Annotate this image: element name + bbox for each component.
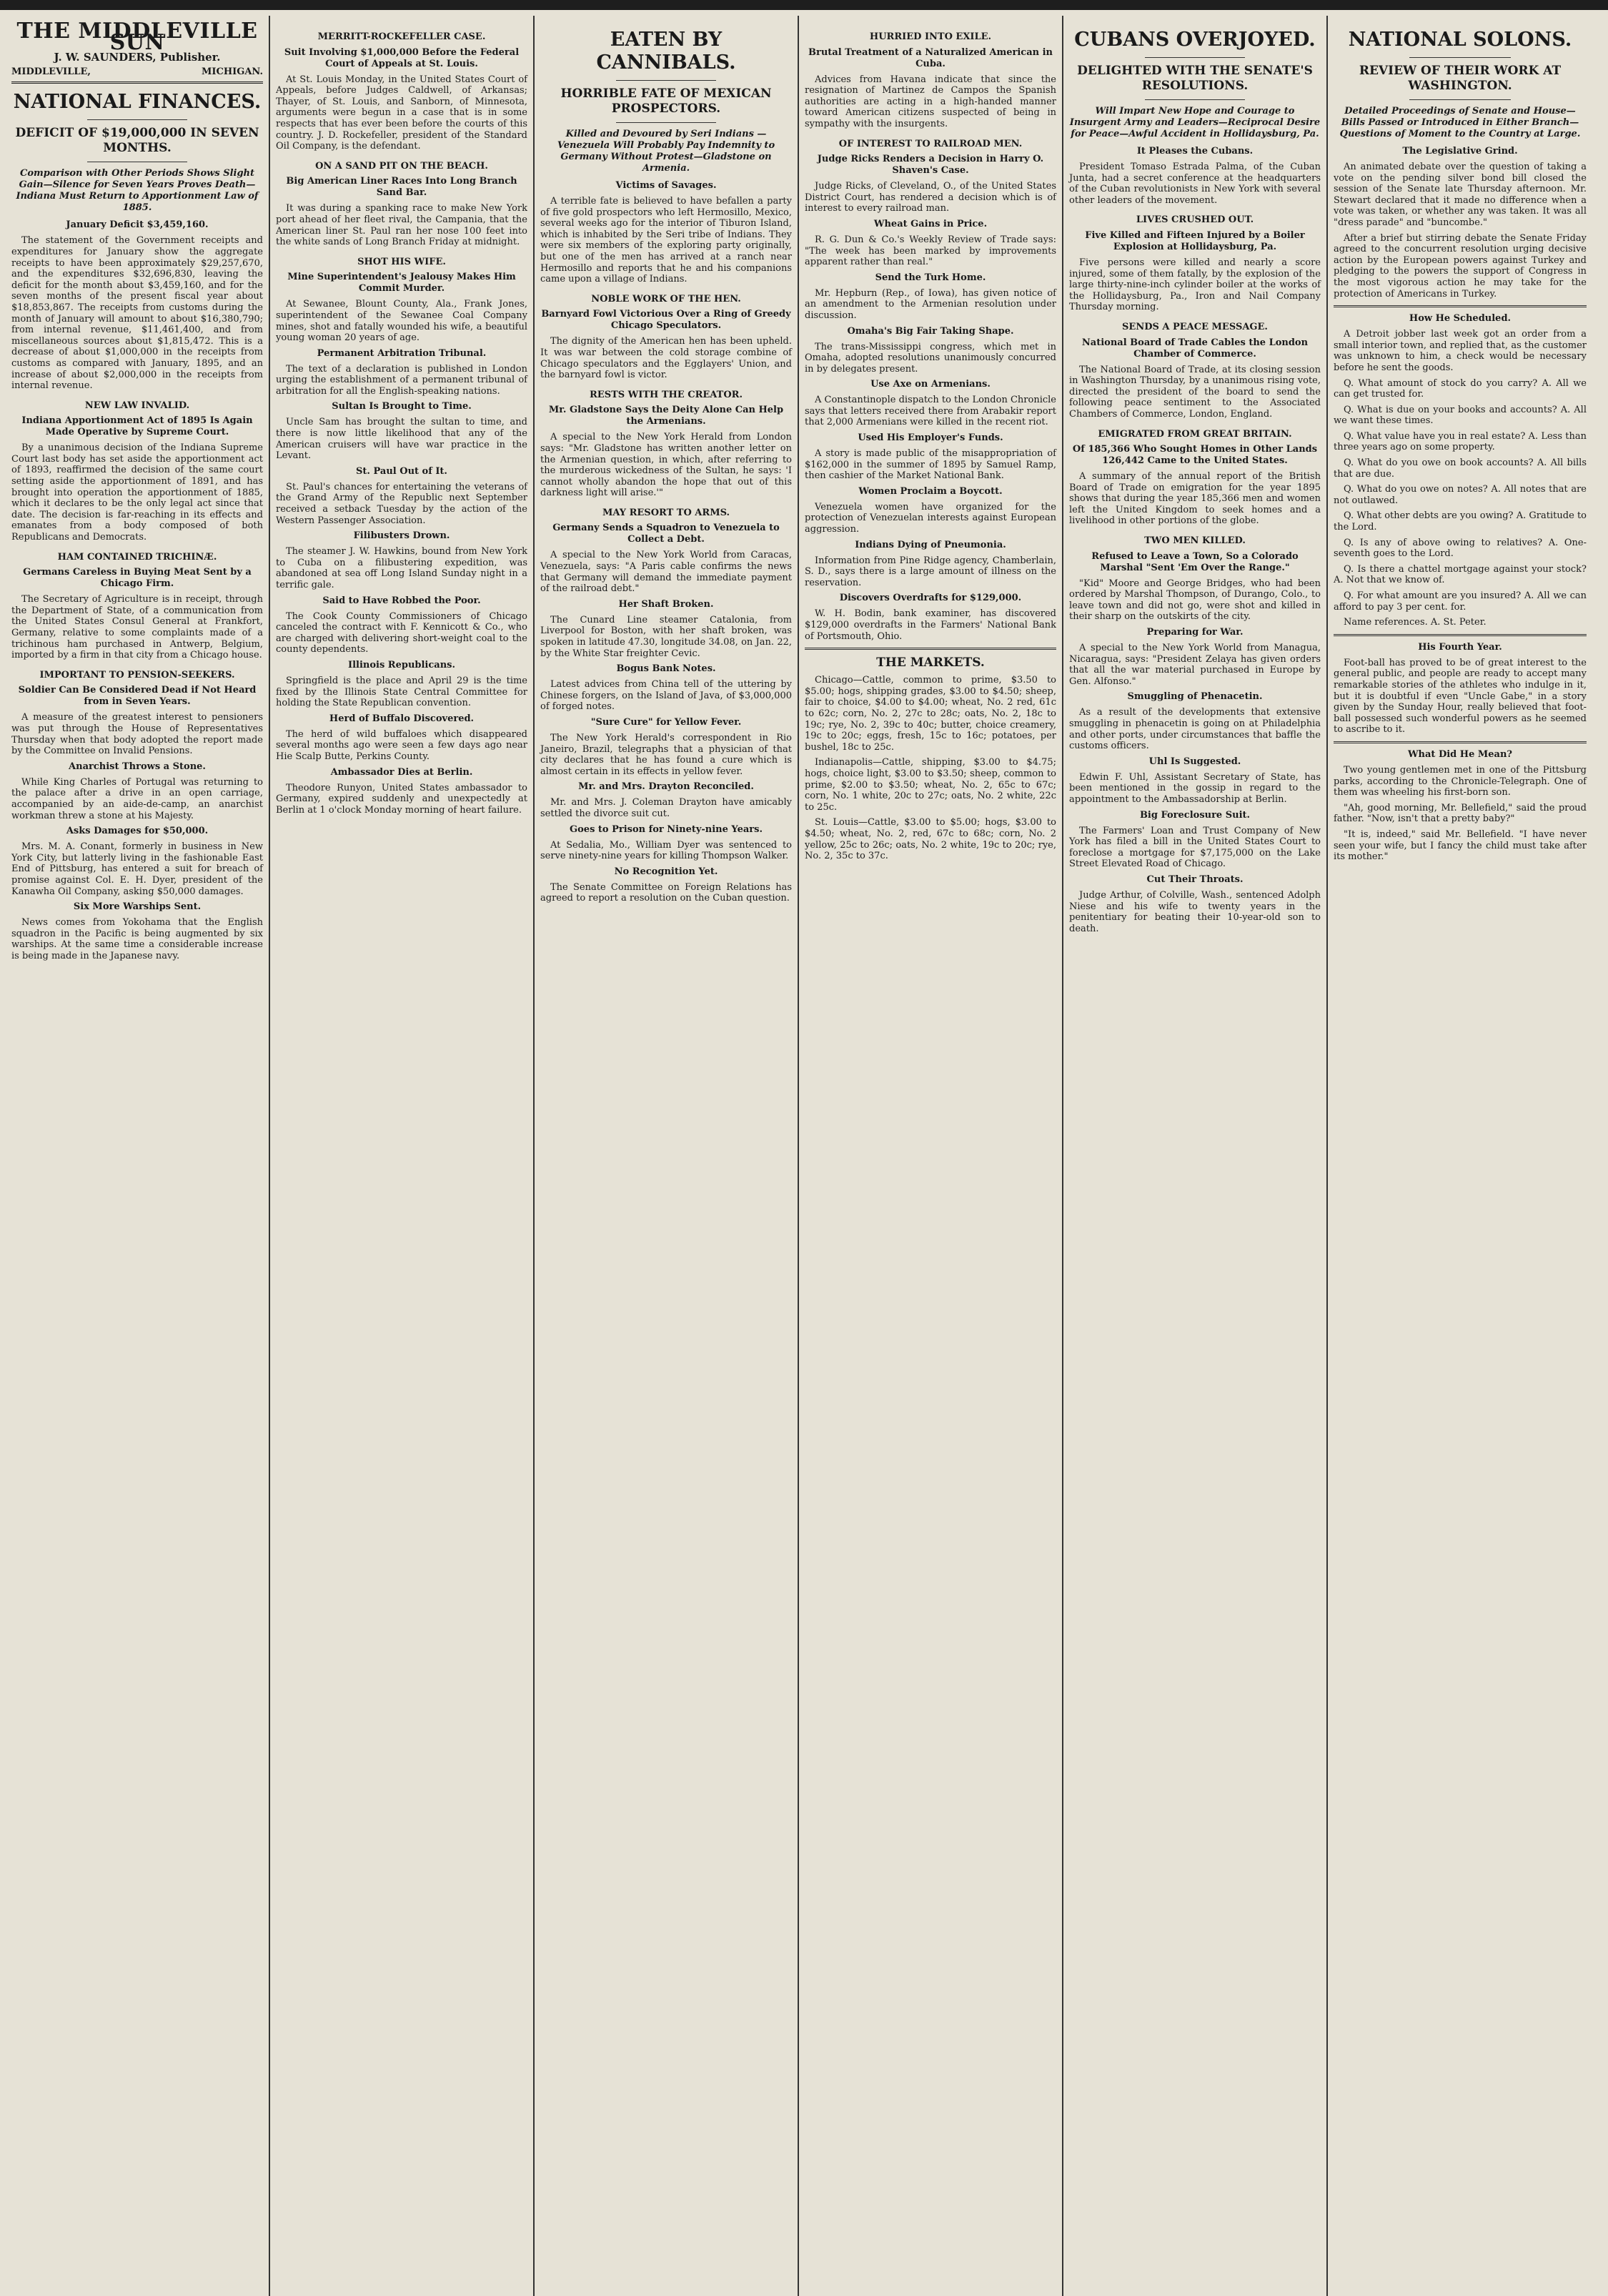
article-paragraph: The Farmers' Loan and Trust Company of New York has filed a bill in the United States Court to foreclose a mortgage for $7,175,000 on the Lake Street Elevated Road of Chicago. bbox=[1069, 825, 1321, 870]
section-subhead: Of 185,366 Who Sought Homes in Other Lands 126,442 Came to the United States. bbox=[1072, 444, 1318, 467]
double-rule bbox=[1334, 634, 1587, 636]
section-subhead: Asks Damages for $50,000. bbox=[66, 826, 209, 837]
qa-line: Q. What amount of stock do you carry? A. All we can get trusted for. bbox=[1334, 377, 1587, 400]
section-subhead: Send the Turk Home. bbox=[875, 272, 986, 283]
article-paragraph: A summary of the annual report of the British Board of Trade on emigration for the year 1895 shows that during the year 185,366 men and women left the United Kingdom to seek homes and a livelihood in other portions of the globe. bbox=[1069, 471, 1321, 527]
article-heading: EMIGRATED FROM GREAT BRITAIN. bbox=[1098, 428, 1292, 440]
article-heading: MAY RESORT TO ARMS. bbox=[602, 507, 730, 518]
qa-line: Q. What do you owe on notes? A. All notes that are not outlawed. bbox=[1334, 484, 1587, 506]
article-paragraph: The dignity of the American hen has been upheld. It was war between the cold storage combine of Chicago speculators and the Egglayers' Union, and the barnyard fowl is victor. bbox=[540, 336, 792, 381]
qa-line: Q. For what amount are you insured? A. All we can afford to pay 3 per cent. for. bbox=[1334, 590, 1587, 613]
article-paragraph: Uncle Sam has brought the sultan to time, and there is now little likelihood that any of the American cruisers will have war practice in the Levant. bbox=[276, 417, 527, 462]
section-subhead: His Fourth Year. bbox=[1418, 641, 1502, 653]
section-subhead: Barnyard Fowl Victorious Over a Ring of Greedy Chicago Speculators. bbox=[541, 309, 791, 332]
article-paragraph: The National Board of Trade, at its closing session in Washington Thursday, by a unanimous rising vote, directed the president of the board to send the following peace sentiment to the Associated Chambers of Commerce, London, England. bbox=[1069, 364, 1321, 420]
section-subhead: It Pleases the Cubans. bbox=[1136, 146, 1254, 157]
section-subhead: Mr. and Mrs. Drayton Reconciled. bbox=[578, 781, 754, 793]
divider bbox=[616, 80, 717, 81]
headline: NATIONAL FINANCES. bbox=[13, 91, 262, 114]
column-6 bbox=[1328, 16, 1592, 2296]
section-subhead: Women Proclaim a Boycott. bbox=[858, 485, 1003, 497]
section-subhead: Six More Warships Sent. bbox=[73, 901, 202, 913]
section-subhead: St. Paul Out of It. bbox=[356, 465, 447, 477]
article-paragraph: News comes from Yokohama that the English squadron in the Pacific is being augmented by six warships. At the same time a considerable increase is being made in the Japanese navy. bbox=[11, 917, 263, 961]
article-paragraph: President Tomaso Estrada Palma, of the Cuban Junta, had a secret conference at the headquarters of the Cuban revolutionists in New York with several other leaders of the movement. bbox=[1069, 162, 1321, 206]
qa-line: Q. What value have you in real estate? A. Less than three years ago on some property. bbox=[1334, 430, 1587, 453]
article-paragraph: The Cunard Line steamer Catalonia, from Liverpool for Boston, with her shaft broken, was spoken in latitude 47.30, longitude 34.08, on Jan. 22, by the White Star freighter Cevic. bbox=[540, 614, 792, 659]
dateline bbox=[11, 66, 263, 84]
article-paragraph: It was during a spanking race to make New York port ahead of her fleet rival, the Campania, that the American liner St. Paul ran her nose 100 feet into the white sands of Long Branch Friday at midnight. bbox=[276, 203, 527, 248]
article-paragraph: After a brief but stirring debate the Senate Friday agreed to the concurrent resolution urging decisive action by the European powers against Turkey and pledging to the powers the support of Congress in the most vigorous action he may take for the protection of Americans in Turkey. bbox=[1334, 232, 1587, 300]
headline: EATEN BY CANNIBALS. bbox=[596, 29, 736, 74]
article-paragraph: R. G. Dun & Co.'s Weekly Review of Trade says: "The week has been marked by improvements apparent rather than real." bbox=[805, 234, 1056, 268]
article-paragraph: Edwin F. Uhl, Assistant Secretary of State, has been mentioned in the gossip in regard to the appointment to the Ambassadorship at Berlin. bbox=[1069, 771, 1321, 805]
column-3 bbox=[535, 16, 799, 2296]
section-subhead: Said to Have Robbed the Poor. bbox=[322, 595, 481, 606]
article-paragraph: St. Paul's chances for entertaining the veterans of the Grand Army of the Republic next September received a setback Tuesday by the action of the Western Passenger Association. bbox=[276, 481, 527, 526]
divider bbox=[1409, 99, 1511, 100]
article-heading: MERRITT-ROCKEFELLER CASE. bbox=[317, 31, 486, 42]
columns bbox=[6, 16, 1602, 2296]
article-paragraph: "Ah, good morning, Mr. Bellefield," said the proud father. "Now, isn't that a pretty baby?" bbox=[1334, 802, 1587, 825]
section-subhead: Brutal Treatment of a Naturalized American in Cuba. bbox=[808, 46, 1053, 69]
section-subhead: Soldier Can Be Considered Dead if Not Heard from in Seven Years. bbox=[18, 685, 257, 708]
column-4 bbox=[799, 16, 1063, 2296]
article-paragraph: At St. Louis Monday, in the United States Court of Appeals, before Judges Caldwell, of Arkansas; Thayer, of St. Louis, and Sanborn, of Minnesota, arguments were begun in a case that is in some respects that has ever been before the courts of this country. J. D. Rockefeller, president of the Standard Oil Company, is the defendant. bbox=[276, 74, 527, 152]
section-subhead: Cut Their Throats. bbox=[1146, 874, 1244, 885]
article-heading: SENDS A PEACE MESSAGE. bbox=[1122, 321, 1268, 332]
article-heading: LIVES CRUSHED OUT. bbox=[1136, 214, 1254, 226]
article-paragraph: While King Charles of Portugal was returning to the palace after a drive in an open carriage, accompanied by an aide-de-camp, an anarchist workman threw a stone at his Majesty. bbox=[11, 776, 263, 821]
section-subhead: Preparing for War. bbox=[1146, 627, 1244, 638]
column-1 bbox=[6, 16, 270, 2296]
divider bbox=[87, 119, 188, 120]
headline: CUBANS OVERJOYED. bbox=[1074, 29, 1316, 51]
article-paragraph: The trans-Mississippi congress, which met in Omaha, adopted resolutions unanimously concurred in by delegates present. bbox=[805, 341, 1056, 375]
section-subhead: Bogus Bank Notes. bbox=[616, 663, 716, 675]
article-paragraph: "Kid" Moore and George Bridges, who had been ordered by Marshal Thompson, of Durango, Colo., to leave town and did not go, were shot and killed in their sharp on the outskirts of the city. bbox=[1069, 578, 1321, 623]
article-paragraph: W. H. Bodin, bank examiner, has discovered $129,000 overdrafts in the Farmers' National Bank of Portsmouth, Ohio. bbox=[805, 608, 1056, 642]
article-paragraph: The Cook County Commissioners of Chicago canceled the contract with F. Kennicott & Co., who are charged with delivering short-weight coal to the county dependents. bbox=[276, 610, 527, 655]
article-paragraph: Venezuela women have organized for the protection of Venezuelan interests against European aggression. bbox=[805, 501, 1056, 535]
article-paragraph: A special to the New York World from Managua, Nicaragua, says: "President Zelaya has given orders that all the war material purchased in Europe by Gen. Alfonso." bbox=[1069, 643, 1321, 687]
article-heading: SHOT HIS WIFE. bbox=[357, 256, 446, 267]
article-paragraph: The New York Herald's correspondent in Rio Janeiro, Brazil, telegraphs that a physician of that city declares that he has found a cure which is almost certain in its effects in yellow fever. bbox=[540, 733, 792, 777]
masthead-title: THE MIDDLEVILLE SUN bbox=[16, 19, 258, 55]
article-paragraph: Mrs. M. A. Conant, formerly in business in New York City, but latterly living in the fashionable East End of Pittsburg, has entered a suit for breach of promise against Col. E. H. Dyer, president of the Kanawha Oil Company, asking $50,000 damages. bbox=[11, 841, 263, 897]
article-heading: NOBLE WORK OF THE HEN. bbox=[591, 293, 741, 305]
article-heading: RESTS WITH THE CREATOR. bbox=[589, 389, 743, 400]
divider bbox=[616, 122, 717, 123]
section-subhead: Indians Dying of Pneumonia. bbox=[855, 539, 1006, 550]
section-subhead: Omaha's Big Fair Taking Shape. bbox=[847, 325, 1014, 337]
article-paragraph: As a result of the developments that extensive smuggling in phenacetin is going on at Philadelphia and other ports, under circumstances that baffle the customs officers. bbox=[1069, 707, 1321, 752]
section-subhead: Judge Ricks Renders a Decision in Harry O. Shaven's Case. bbox=[817, 154, 1044, 177]
qa-line: Q. Is there a chattel mortgage against your stock? A. Not that we know of. bbox=[1334, 563, 1587, 586]
article-paragraph: A special to the New York World from Caracas, Venezuela, says: "A Paris cable confirms the news that Germany will demand the immediate payment of the railroad debt." bbox=[540, 550, 792, 595]
article-heading: TWO MEN KILLED. bbox=[1144, 535, 1246, 547]
divider bbox=[1145, 99, 1246, 100]
section-subhead: The Legislative Grind. bbox=[1402, 146, 1518, 157]
article-paragraph: A Constantinople dispatch to the London Chronicle says that letters received there from Arabakir report that 2,000 Armenians were killed in the recent riot. bbox=[805, 395, 1056, 428]
article-heading: HURRIED INTO EXILE. bbox=[869, 31, 992, 42]
section-subhead: Sultan Is Brought to Time. bbox=[332, 401, 472, 412]
article-paragraph: Information from Pine Ridge agency, Chamberlain, S. D., says there is a large amount of illness on the reservation. bbox=[805, 555, 1056, 588]
section-subhead: "Sure Cure" for Yellow Fever. bbox=[590, 717, 742, 728]
article-paragraph: Five persons were killed and nearly a score injured, some of them fatally, by the explosion of the large thirty-nine-inch cylinder boiler at the works of the Hollidaysburg, Pa., Iron and Nail Company Thursday morning. bbox=[1069, 257, 1321, 313]
market-report: St. Louis—Cattle, $3.00 to $5.00; hogs, $3.00 to $4.50; wheat, No. 2, red, 67c to 68c; corn, No. 2 yellow, 25c to 26c; oats, No. 2 white, 19c to 20c; rye, No. 2, 35c to 37c. bbox=[805, 817, 1056, 862]
double-rule bbox=[1334, 741, 1587, 743]
deck: Will Impart New Hope and Courage to Insurgent Army and Leaders—Reciprocal Desire for Peace—Awful Accident in Hollidaysburg, Pa. bbox=[1069, 106, 1321, 139]
section-subhead: National Board of Trade Cables the London Chamber of Commerce. bbox=[1081, 337, 1309, 360]
section-subhead: Smuggling of Phenacetin. bbox=[1127, 691, 1263, 703]
article-paragraph: By a unanimous decision of the Indiana Supreme Court last body has set aside the apportionment act of 1893, reaffirmed the decision of the same court setting aside the apportionment of 1891, and has brought into operation the apportionment of 1885, which it declares to be the only legal act since that date. The decision is far-reaching in its effects and emanates from a body composed of both Republicans and Democrats. bbox=[11, 442, 263, 543]
article-paragraph: The text of a declaration is published in London urging the establishment of a permanent tribunal of arbitration for all the English-speaking nations. bbox=[276, 363, 527, 397]
article-paragraph: At Sedalia, Mo., William Dyer was sentenced to serve ninety-nine years for killing Thompson Walker. bbox=[540, 839, 792, 862]
section-subhead: No Recognition Yet. bbox=[614, 866, 718, 877]
section-subhead: Ambassador Dies at Berlin. bbox=[330, 766, 473, 778]
article-paragraph: A story is made public of the misappropriation of $162,000 in the summer of 1895 by Samuel Ramp, then cashier of the Market National Bank. bbox=[805, 448, 1056, 482]
section-subhead: Anarchist Throws a Stone. bbox=[69, 761, 206, 772]
divider bbox=[1145, 57, 1246, 58]
article-paragraph: A special to the New York Herald from London says: "Mr. Gladstone has written another letter on the Armenian question, in which, after referring to the murderous wickedness of the Sultan, he says: 'I cannot wholly abandon the hope that out of this darkness light will arise.'" bbox=[540, 432, 792, 499]
article-heading: OF INTEREST TO RAILROAD MEN. bbox=[838, 138, 1023, 149]
section-subhead: Use Axe on Armenians. bbox=[870, 379, 991, 390]
section-subhead: Wheat Gains in Price. bbox=[873, 218, 988, 229]
article-paragraph: At Sewanee, Blount County, Ala., Frank Jones, superintendent of the Sewanee Coal Company mines, shot and fatally wounded his wife, a beautiful young woman 20 years of age. bbox=[276, 299, 527, 344]
section-subhead: Filibusters Drown. bbox=[353, 530, 450, 542]
section-subhead: What Did He Mean? bbox=[1407, 748, 1513, 760]
column-5 bbox=[1063, 16, 1328, 2296]
section-subhead: Her Shaft Broken. bbox=[618, 598, 714, 610]
markets-heading: THE MARKETS. bbox=[876, 655, 985, 671]
article-paragraph: Judge Arthur, of Colville, Wash., sentenced Adolph Niese and his wife to twenty years in the penitentiary for beating their 10-year-old son to death. bbox=[1069, 889, 1321, 934]
article-paragraph: An animated debate over the question of taking a vote on the pending silver bond bill closed the session of the Senate late Thursday afternoon. Mr. Stewart declared that it made no difference when a vote was taken, or whether any was taken. It was all "dress parade" and "buncombe." bbox=[1334, 162, 1587, 228]
town: MIDDLEVILLE, bbox=[11, 66, 91, 77]
qa-line: Q. What is due on your books and accounts? A. All we want these times. bbox=[1334, 404, 1587, 427]
market-report: Chicago—Cattle, common to prime, $3.50 to $5.00; hogs, shipping grades, $3.00 to $4.50; sheep, fair to choice, $4.00 to $4.00; wheat, No. 2 red, 61c to 62c; corn, No. 2, 27c to 28c; oats, No. 2, 18c to 19c; rye, No. 2, 39c to 40c; butter, choice creamery, 19c to 20c; eggs, fresh, 15c to 16c; potatoes, per bushel, 18c to 25c. bbox=[805, 675, 1056, 753]
section-subhead: Uhl Is Suggested. bbox=[1148, 756, 1241, 767]
state: MICHIGAN. bbox=[202, 66, 263, 77]
article-paragraph: Mr. Hepburn (Rep., of Iowa), has given notice of an amendment to the Armenian resolution under discussion. bbox=[805, 287, 1056, 321]
qa-line: Q. What do you owe on book accounts? A. All bills that are due. bbox=[1334, 457, 1587, 480]
section-subhead: Germans Careless in Buying Meat Sent by a Chicago Firm. bbox=[23, 567, 252, 590]
article-paragraph: Two young gentlemen met in one of the Pittsburg parks, according to the Chronicle-Telegraph. One of them was wheeling his first-born son. bbox=[1334, 764, 1587, 798]
article-paragraph: Foot-ball has proved to be of great interest to the general public, and people are ready to accept many remarkable stories of the athletes who indulge in it, but it is doubtful if even "Uncle Gabe," in a story given by the Sunday Hour, really believed that foot-ball possessed such wonderful powers as he seemed to ascribe to it. bbox=[1334, 657, 1587, 736]
headline: NATIONAL SOLONS. bbox=[1348, 29, 1572, 51]
double-rule bbox=[1334, 305, 1587, 307]
section-subhead: Indiana Apportionment Act of 1895 Is Again Made Operative by Supreme Court. bbox=[21, 415, 253, 438]
article-paragraph: The steamer J. W. Hawkins, bound from New York to Cuba on a filibustering expedition, was abandoned at sea off Long Island Sunday night in a terrific gale. bbox=[276, 546, 527, 590]
article-paragraph: "It is, indeed," said Mr. Bellefield. "I have never seen your wife, but I fancy the child must take after its mother." bbox=[1334, 828, 1587, 863]
column-2 bbox=[270, 16, 535, 2296]
section-subhead: Used His Employer's Funds. bbox=[858, 432, 1003, 444]
article-heading: NEW LAW INVALID. bbox=[84, 400, 190, 411]
qa-signature: Name references. A. St. Peter. bbox=[1344, 617, 1487, 628]
section-subhead: Refused to Leave a Town, So a Colorado Marshal "Sent 'Em Over the Range." bbox=[1091, 550, 1299, 573]
deck: Killed and Devoured by Seri Indians —Venezuela Will Probably Pay Indemnity to Germany Without Protest—Gladstone on Armenia. bbox=[557, 129, 775, 174]
section-subhead: Mine Superintendent's Jealousy Makes Him Commit Murder. bbox=[287, 272, 516, 295]
article-paragraph: Springfield is the place and April 29 is the time fixed by the Illinois State Central Committee for holding the State Republican convention. bbox=[276, 675, 527, 709]
article-paragraph: Latest advices from China tell of the uttering by Chinese forgers, on the Island of Java, of $3,000,000 of forged notes. bbox=[540, 679, 792, 713]
subheadline: DEFICIT OF $19,000,000 IN SEVEN MONTHS. bbox=[15, 126, 259, 156]
article-heading: ON A SAND PIT ON THE BEACH. bbox=[315, 160, 488, 172]
article-paragraph: A measure of the greatest interest to pensioners was put through the House of Representatives Thursday when that body adopted the report made by the Committee on Invalid Pensions. bbox=[11, 712, 263, 757]
section-subhead: Suit Involving $1,000,000 Before the Federal Court of Appeals at St. Louis. bbox=[284, 46, 520, 69]
section-subhead: Goes to Prison for Ninety-nine Years. bbox=[570, 823, 763, 835]
section-subhead: Herd of Buffalo Discovered. bbox=[329, 713, 475, 724]
article-paragraph: A Detroit jobber last week got an order from a small interior town, and replied that, as the customer was unknown to him, a check would be necessary before he sent the goods. bbox=[1334, 329, 1587, 373]
section-subhead: How He Scheduled. bbox=[1409, 313, 1512, 325]
deck: Comparison with Other Periods Shows Slight Gain—Silence for Seven Years Proves Death—Indiana Must Return to Apportionment Law of 1885. bbox=[16, 168, 259, 214]
article-paragraph: A terrible fate is believed to have befallen a party of five gold prospectors who left Hermosillo, Mexico, several weeks ago for the interior of Tiburon Island, which is inhabited by the Seri tribe of Indians. They were six members of the exploring party originally, but one of the men has arrived at a ranch near Hermosillo and reports that he and his companions came upon a village of Indians. bbox=[540, 196, 792, 285]
article-paragraph: The statement of the Government receipts and expenditures for January show the aggregate receipts to have been approximately $29,257,670, and the expenditures $32,696,830, leaving the deficit for the month about $3,459,160, and for the seven months of the present fiscal year about $18,853,867. The receipts from customs during the month of January will amount to about $16,380,790; from internal revenue, $11,461,400, and from miscellaneous sources about $1,815,472. This is a decrease of about $1,000,000 in the receipts from customs as compared with January, 1895, and an increase of about $2,000,000 in the receipts from internal revenue. bbox=[11, 235, 263, 392]
subheadline: REVIEW OF THEIR WORK AT WASHINGTON. bbox=[1359, 64, 1562, 93]
double-rule bbox=[805, 648, 1056, 650]
article-paragraph: The Secretary of Agriculture is in receipt, through the Department of State, of a communication from the United States Consul General at Frankfort, Germany, relative to some complaints made of a trichinous ham purchased in Antwerp, Belgium, imported by a firm in that city from a Chicago house. bbox=[11, 594, 263, 661]
section-subhead: Permanent Arbitration Tribunal. bbox=[317, 347, 487, 359]
article-paragraph: Theodore Runyon, United States ambassador to Germany, expired suddenly and unexpectedly at Berlin at 1 o'clock Monday morning of heart failure. bbox=[276, 782, 527, 816]
section-subhead: Victims of Savages. bbox=[615, 180, 717, 191]
top-border bbox=[0, 0, 1608, 10]
section-subhead: Illinois Republicans. bbox=[347, 659, 456, 671]
article-paragraph: Mr. and Mrs. J. Coleman Drayton have amicably settled the divorce suit cut. bbox=[540, 797, 792, 819]
article-paragraph: Judge Ricks, of Cleveland, O., of the United States District Court, has rendered a decision which is of interest to every railroad man. bbox=[805, 181, 1056, 214]
article-heading: IMPORTANT TO PENSION-SEEKERS. bbox=[39, 669, 235, 681]
article-paragraph: The herd of wild buffaloes which disappeared several months ago were seen a few days ago near Hie Scalp Butte, Perkins County. bbox=[276, 728, 527, 762]
section-subhead: Five Killed and Fifteen Injured by a Boiler Explosion at Hollidaysburg, Pa. bbox=[1085, 229, 1305, 252]
section-subhead: Germany Sends a Squadron to Venezuela to Collect a Debt. bbox=[552, 523, 780, 545]
section-subhead: Big American Liner Races Into Long Branch Sand Bar. bbox=[286, 176, 517, 199]
section-subhead: January Deficit $3,459,160. bbox=[66, 219, 209, 231]
section-subhead: Mr. Gladstone Says the Deity Alone Can Help the Armenians. bbox=[548, 405, 784, 427]
subheadline: DELIGHTED WITH THE SENATE'S RESOLUTIONS. bbox=[1077, 64, 1313, 93]
qa-line: Q. What other debts are you owing? A. Gratitude to the Lord. bbox=[1334, 510, 1587, 533]
section-subhead: Big Foreclosure Suit. bbox=[1139, 809, 1251, 821]
deck: Detailed Proceedings of Senate and House—Bills Passed or Introduced in Either Branch—Questions of Moment to the Country at Large. bbox=[1339, 106, 1581, 139]
divider bbox=[1409, 57, 1511, 58]
article-heading: HAM CONTAINED TRICHINÆ. bbox=[57, 551, 217, 563]
subheadline: HORRIBLE FATE OF MEXICAN PROSPECTORS. bbox=[560, 86, 772, 116]
publisher-line: J. W. SAUNDERS, Publisher. bbox=[54, 51, 221, 64]
qa-line: Q. Is any of above owing to relatives? A. One-seventh goes to the Lord. bbox=[1334, 537, 1587, 560]
article-paragraph: The Senate Committee on Foreign Relations has agreed to report a resolution on the Cuban question. bbox=[540, 881, 792, 904]
article-paragraph: Advices from Havana indicate that since the resignation of Martinez de Campos the Spanish authorities are acting in a high-handed manner toward American citizens suspected of being in sympathy with the insurgents. bbox=[805, 74, 1056, 129]
section-subhead: Discovers Overdrafts for $129,000. bbox=[839, 593, 1022, 604]
market-report: Indianapolis—Cattle, shipping, $3.00 to $4.75; hogs, choice light, $3.00 to $3.50; sheep, common to prime, $2.00 to $3.50; wheat, No. 2, 65c to 67c; corn, No. 1 white, 20c to 27c; oats, No. 2 white, 22c to 25c. bbox=[805, 757, 1056, 813]
